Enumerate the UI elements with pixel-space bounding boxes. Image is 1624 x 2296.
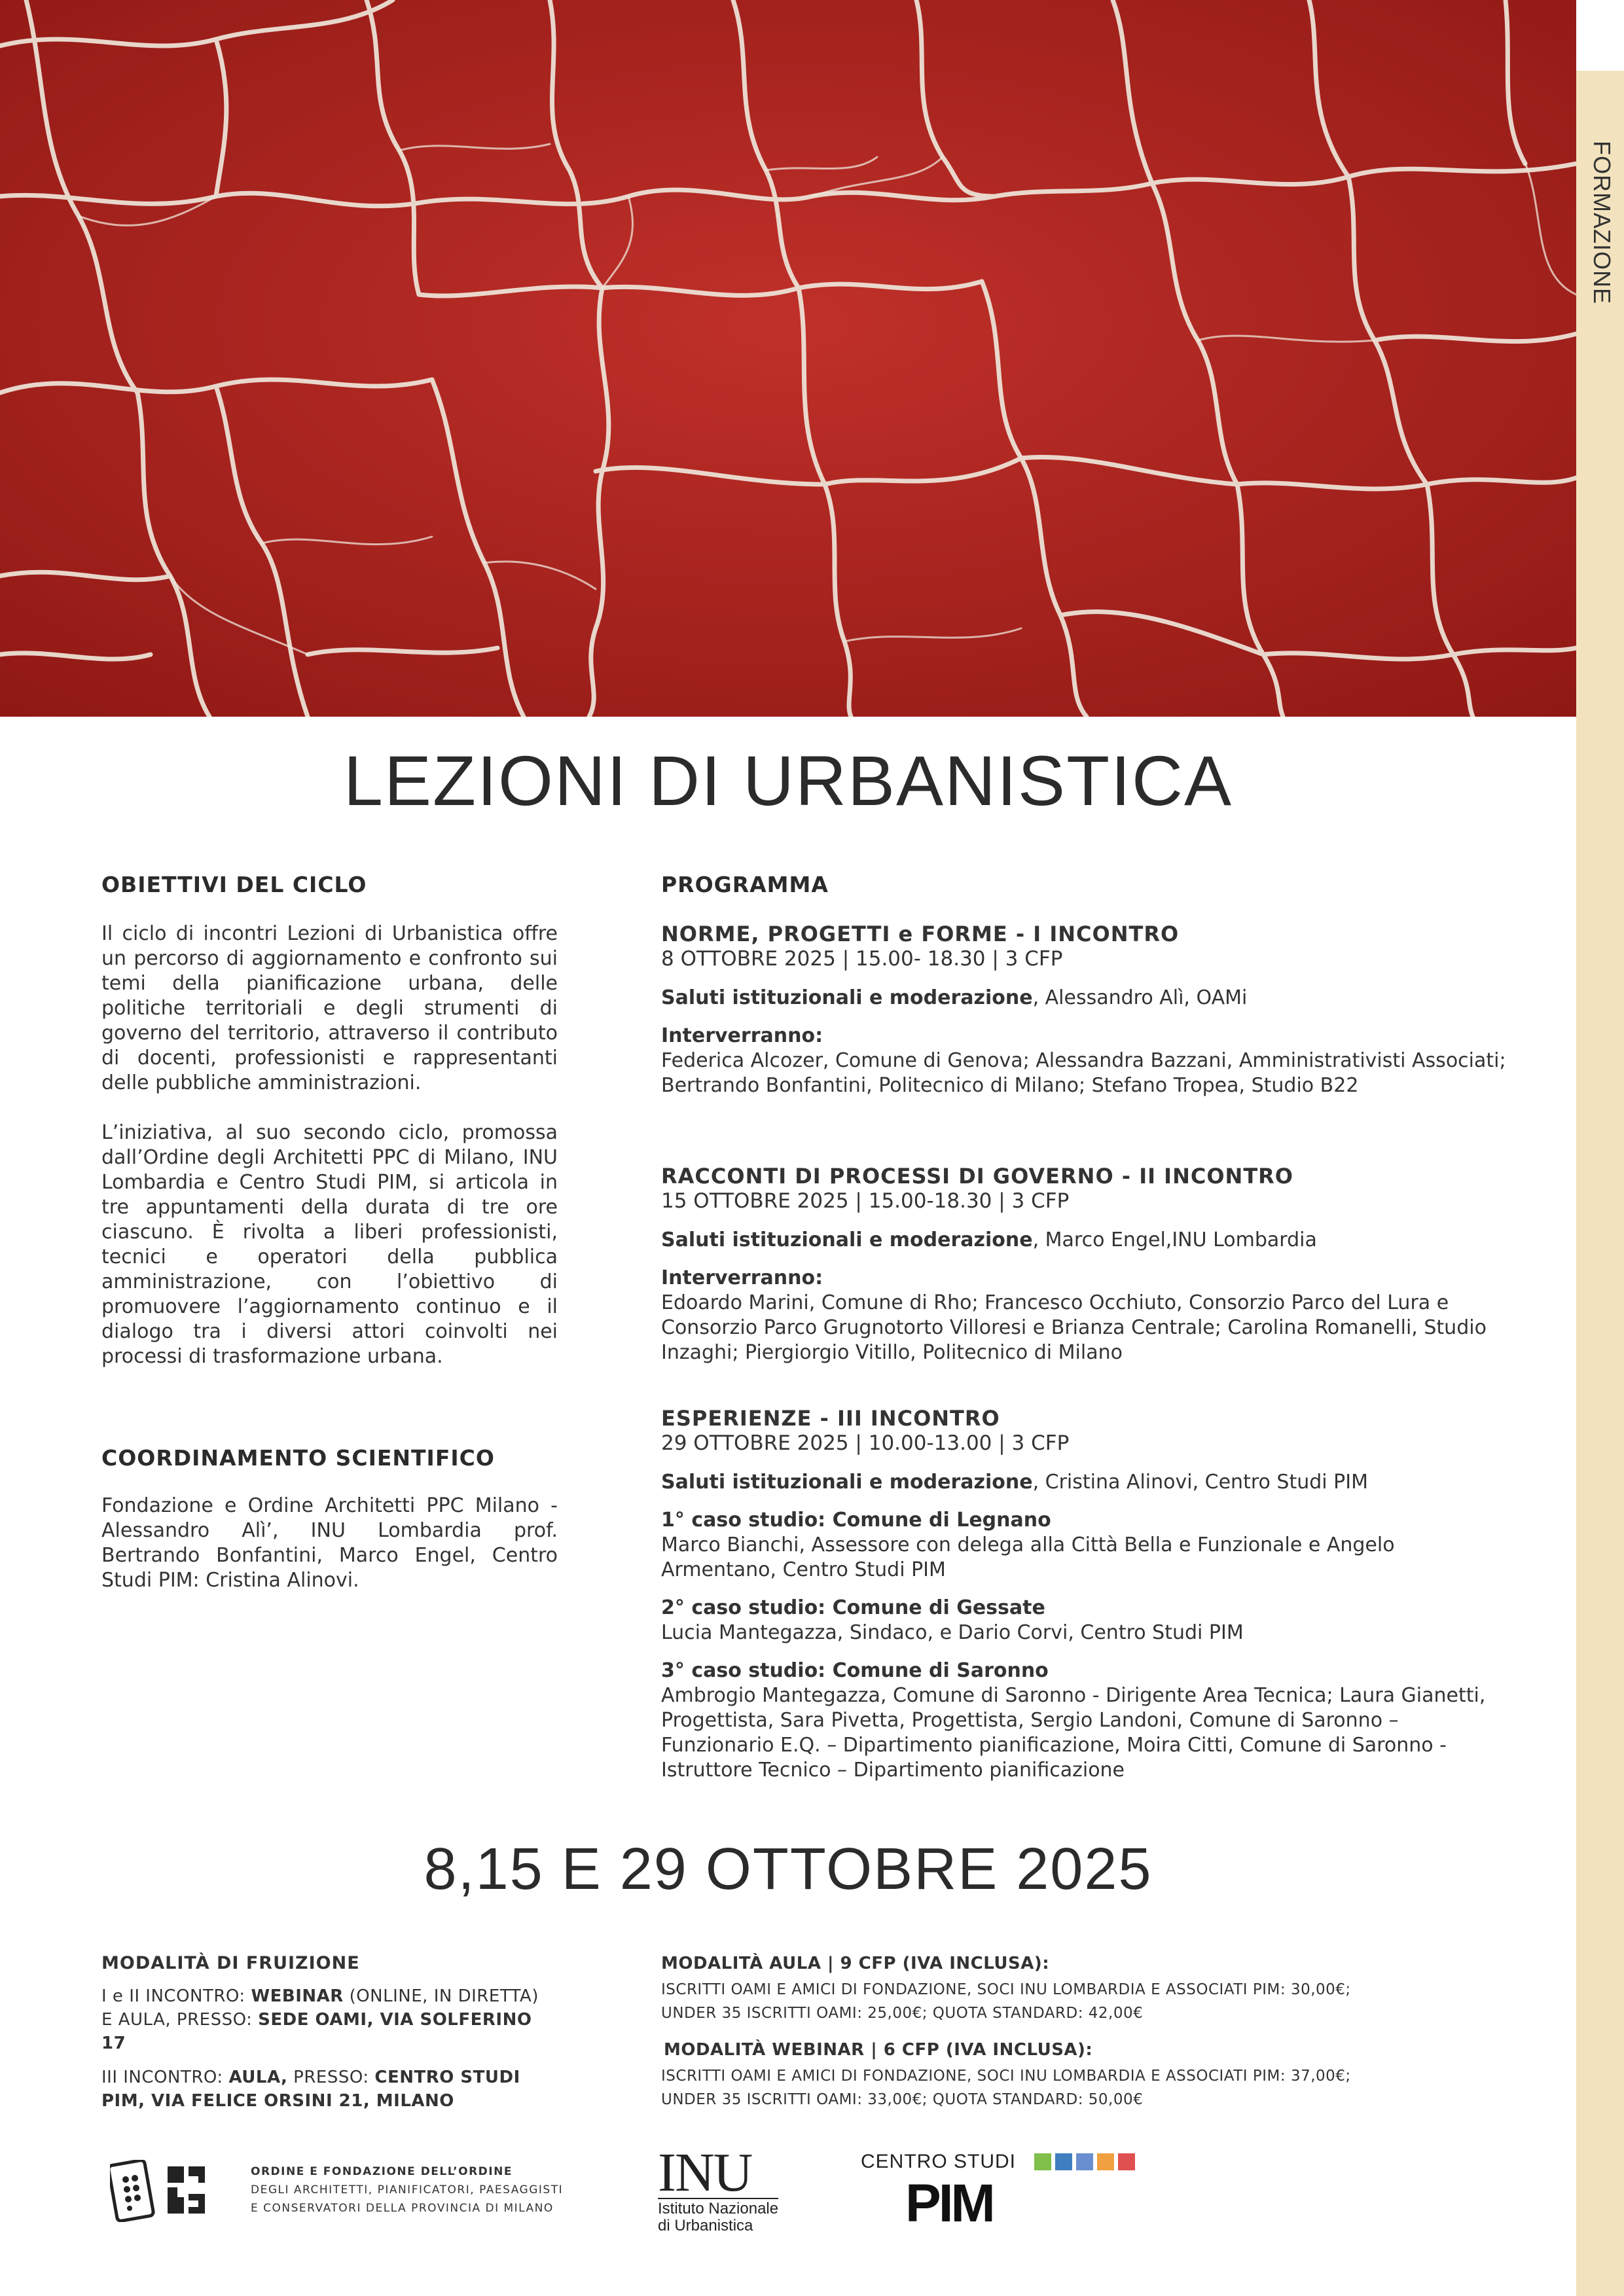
incontro-2-title: RACCONTI DI PROCESSI DI GOVERNO - II INCONTRO xyxy=(661,1164,1293,1189)
modalita-line-3b: AULA, xyxy=(228,2068,288,2087)
incontro-1-title: NORME, PROGETTI e FORME - I INCONTRO xyxy=(661,922,1180,946)
saluti-text: , Cristina Alinovi, Centro Studi PIM xyxy=(1032,1471,1368,1494)
webinar-heading: MODALITÀ WEBINAR | 6 CFP (IVA INCLUSA): xyxy=(664,2040,1093,2060)
modalita-line-2a: E AULA, PRESSO: xyxy=(101,2010,259,2030)
inu-line-2: di Urbanistica xyxy=(658,2217,753,2234)
color-square-blue xyxy=(1055,2153,1072,2170)
incontro-3-title: ESPERIENZE - III INCONTRO xyxy=(661,1406,1000,1431)
incontro-2-date: 15 OTTOBRE 2025 | 15.00-18.30 | 3 CFP xyxy=(661,1189,1070,1213)
pim-color-squares xyxy=(1034,2153,1139,2173)
modalita-line-1b: WEBINAR xyxy=(251,1986,344,2006)
caso-studio-2 xyxy=(661,1596,1512,1645)
incontro-2 xyxy=(661,1164,1512,1378)
ordine-line-1: ORDINE E FONDAZIONE DELL’ORDINE xyxy=(251,2165,513,2178)
sidebar-band xyxy=(1576,71,1624,2296)
inu-wordmark: INU xyxy=(658,2142,752,2203)
modalita-line-3c: PRESSO: xyxy=(287,2068,375,2087)
aula-price-line-1: ISCRITTI OAMI E AMICI DI FONDAZIONE, SOCI INU LOMBARDIA E ASSOCIATI PIM: 30,00€; xyxy=(661,1981,1351,1998)
ordine-logo xyxy=(110,2160,231,2225)
saluti-text: , Marco Engel,INU Lombardia xyxy=(1032,1229,1317,1251)
saluti-label: Saluti istituzionali e moderazione xyxy=(661,1229,1033,1251)
interverranno-text: Edoardo Marini, Comune di Rho; Francesco Occhiuto, Consorzio Parco del Lura e Consorzio Parco Grugnotorto Villoresi e Brianza Centrale; Carolina Romanelli, Studio Inzaghi; Piergiorgio Vitillo, Politecnico di Milano xyxy=(661,1291,1487,1364)
obiettivi-paragraph-1: Il ciclo di incontri Lezioni di Urbanistica offre un percorso di aggiornamento e confronto sui temi della pianificazione urbana, delle politiche territoriali e degli strumenti di governo del territorio, attraverso il contributo di docenti, professionisti e rappresentanti delle pubbliche amministrazioni. xyxy=(101,922,558,1094)
event-dates: 8,15 E 29 OTTOBRE 2025 xyxy=(424,1837,1153,1902)
incontro-3 xyxy=(661,1406,1512,1796)
modalita-heading: MODALITÀ DI FRUIZIONE xyxy=(101,1953,360,1973)
obiettivi-paragraph-2: L’iniziativa, al suo secondo ciclo, promossa dall’Ordine degli Architetti PPC di Milano, INU Lombardia e Centro Studi PIM, si articola in tre appuntamenti della durata di tre ore ciascuno. È rivolta a liberi professionisti, tecnici e operatori della pubblica amministrazione, con l’obiettivo di promuovere l’aggiornamento continuo e il dialogo tra i diversi attori coinvolti nei processi di trasformazione urbana. xyxy=(101,1121,558,1368)
ordine-emblem-icon xyxy=(110,2160,231,2222)
color-square-red xyxy=(1118,2153,1135,2170)
caso-studio-2-text: Lucia Mantegazza, Sindaco, e Dario Corvi, Centro Studi PIM xyxy=(661,1621,1244,1644)
caso-studio-3-label: 3° caso studio: Comune di Saronno xyxy=(661,1659,1049,1682)
incontro-1-interverranno xyxy=(661,1024,1512,1098)
color-square-green xyxy=(1034,2153,1051,2170)
caso-studio-1-text: Marco Bianchi, Assessore con delega alla Città Bella e Funzionale e Angelo Armentano, Centro Studi PIM xyxy=(661,1534,1395,1581)
modalita-line-1c: (ONLINE, IN DIRETTA) xyxy=(343,1986,539,2006)
sidebar-label: FORMAZIONE xyxy=(1589,141,1615,304)
incontro-1-date: 8 OTTOBRE 2025 | 15.00- 18.30 | 3 CFP xyxy=(661,947,1063,971)
caso-studio-3 xyxy=(661,1659,1512,1783)
coordinamento-text: Fondazione e Ordine Architetti PPC Milano - Alessandro Alì’, INU Lombardia prof. Bertrando Bonfantini, Marco Engel, Centro Studi PIM: Cristina Alinovi. xyxy=(101,1494,558,1592)
saluti-text: , Alessandro Alì, OAMi xyxy=(1032,986,1248,1009)
inu-line-1: Istituto Nazionale xyxy=(658,2200,779,2217)
ordine-text xyxy=(251,2162,563,2217)
modalita-line-3d: CENTRO STUDI xyxy=(374,2068,520,2087)
caso-studio-1 xyxy=(661,1508,1512,1583)
interverranno-label: Interverranno: xyxy=(661,1024,823,1047)
inu-logo xyxy=(658,2142,802,2234)
modalita-line-4: PIM, VIA FELICE ORSINI 21, MILANO xyxy=(101,2091,454,2111)
aula-heading: MODALITÀ AULA | 9 CFP (IVA INCLUSA): xyxy=(661,1954,1050,1973)
incontro-2-saluti xyxy=(661,1228,1512,1253)
color-square-orange xyxy=(1097,2153,1114,2170)
caso-studio-1-label: 1° caso studio: Comune di Legnano xyxy=(661,1509,1051,1532)
saluti-label: Saluti istituzionali e moderazione xyxy=(661,986,1033,1009)
modalita-line-3a: III INCONTRO: xyxy=(101,2068,229,2087)
modalita-line-1a: I e II INCONTRO: xyxy=(101,1986,251,2006)
programma-heading: PROGRAMMA xyxy=(661,872,829,897)
aula-price-line-2: UNDER 35 ISCRITTI OAMI: 25,00€; QUOTA STANDARD: 42,00€ xyxy=(661,2005,1144,2022)
caso-studio-3-text: Ambrogio Mantegazza, Comune di Saronno - Dirigente Area Tecnica; Laura Gianetti, Progettista, Sara Pivetta, Progettista, Sergio Landoni, Comune di Saronno – Funzionario E.Q. – Dipartimento pianificazione, Moira Citti, Comune di Saronno - Istruttore Tecnico – Dipartimento pianificazione xyxy=(661,1684,1486,1782)
ordine-line-3: E CONSERVATORI DELLA PROVINCIA DI MILANO xyxy=(251,2202,554,2215)
cracked-texture-illustration xyxy=(0,0,1576,717)
color-square-lightblue xyxy=(1076,2153,1093,2170)
webinar-price-line-2: UNDER 35 ISCRITTI OAMI: 33,00€; QUOTA STANDARD: 50,00€ xyxy=(661,2091,1144,2108)
caso-studio-2-label: 2° caso studio: Comune di Gessate xyxy=(661,1596,1045,1619)
incontro-2-interverranno xyxy=(661,1266,1512,1365)
pim-wordmark: PIM xyxy=(905,2174,993,2233)
incontro-3-saluti xyxy=(661,1470,1512,1495)
interverranno-text: Federica Alcozer, Comune di Genova; Alessandra Bazzani, Amministrativisti Associati; Bertrando Bonfantini, Politecnico di Milano; Stefano Tropea, Studio B22 xyxy=(661,1049,1506,1097)
ordine-line-2: DEGLI ARCHITETTI, PIANIFICATORI, PAESAGGISTI xyxy=(251,2183,564,2197)
incontro-1 xyxy=(661,922,1512,1111)
obiettivi-heading: OBIETTIVI DEL CICLO xyxy=(101,872,367,897)
modalita-details xyxy=(101,1984,560,2113)
saluti-label: Saluti istituzionali e moderazione xyxy=(661,1471,1033,1494)
interverranno-label: Interverranno: xyxy=(661,1266,823,1289)
modalita-line-2b: SEDE OAMI, VIA SOLFERINO 17 xyxy=(101,2010,532,2053)
centro-studi-label: CENTRO STUDI xyxy=(861,2151,1016,2172)
incontro-1-saluti xyxy=(661,986,1512,1011)
coordinamento-heading: COORDINAMENTO SCIENTIFICO xyxy=(101,1445,495,1471)
incontro-3-date: 29 OTTOBRE 2025 | 10.00-13.00 | 3 CFP xyxy=(661,1431,1070,1455)
hero-cracked-paint-image xyxy=(0,0,1576,717)
page-title: LEZIONI DI URBANISTICA xyxy=(343,741,1233,820)
webinar-price-line-1: ISCRITTI OAMI E AMICI DI FONDAZIONE, SOCI INU LOMBARDIA E ASSOCIATI PIM: 37,00€; xyxy=(661,2068,1351,2085)
centro-studi-pim-logo xyxy=(861,2151,1016,2231)
